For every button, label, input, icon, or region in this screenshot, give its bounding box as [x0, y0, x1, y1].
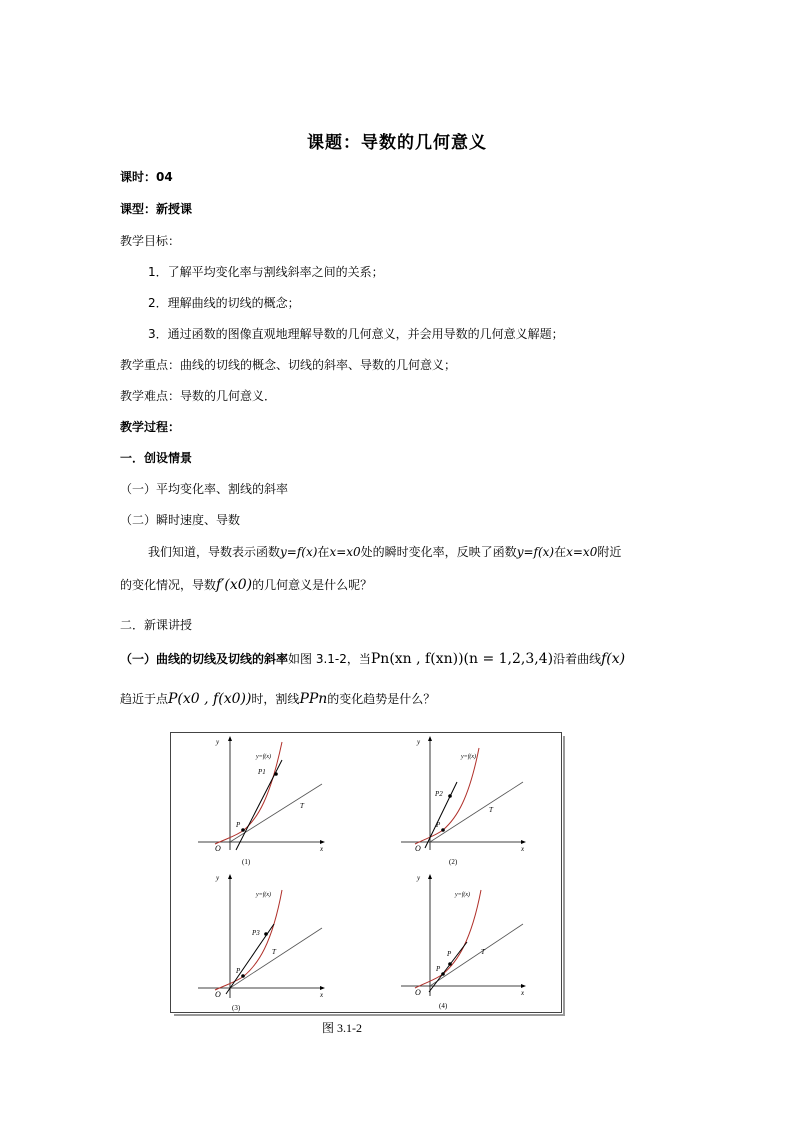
section1-heading: 一．创设情景: [120, 451, 193, 465]
x-arrow: [320, 986, 325, 990]
curve-label: y=f(x): [455, 892, 471, 898]
subsection-heading: （一）曲线的切线及切线的斜率: [120, 652, 289, 666]
text-run: 的变化趋势是什么？: [327, 692, 436, 706]
section2-heading: 二．新课讲授: [120, 618, 193, 632]
figure-panel-2: [401, 736, 526, 866]
curve-label: y=f(x): [461, 754, 477, 760]
panel-label: (4): [439, 1002, 448, 1010]
x-arrow: [521, 840, 526, 844]
point-pn-label: P3: [252, 929, 260, 937]
objective-item: 3．通过函数的图像直观地理解导数的几何意义，并会用导数的几何意义解题；: [148, 327, 564, 341]
y-axis-label: y: [216, 738, 220, 746]
point-p: [241, 828, 245, 832]
text-run: 处的瞬时变化率，反映了函数: [360, 545, 517, 559]
x-axis-label: x: [320, 845, 324, 853]
objectives-heading: 教学目标：: [120, 234, 181, 248]
x-axis-label: x: [521, 989, 525, 997]
point-pn-label: P: [447, 950, 452, 958]
curve: [415, 890, 481, 988]
point-pn-label: P2: [435, 790, 443, 798]
objective-item: 2．理解曲线的切线的概念；: [148, 296, 300, 310]
point-pn: [264, 932, 268, 936]
curve-label: y=f(x): [256, 892, 272, 898]
x-arrow: [320, 840, 325, 844]
point-pn: [274, 772, 278, 776]
text-run: 时，割线: [251, 692, 300, 706]
math-expression: y=f(x): [280, 545, 318, 559]
math-expression: x=x0: [566, 545, 598, 559]
point-p-label: P: [436, 965, 441, 973]
x-axis-label: x: [521, 845, 525, 853]
point-p: [441, 828, 445, 832]
tangent-line: [230, 784, 322, 842]
math-expression: PPn: [299, 691, 328, 707]
objective-item: 1．了解平均变化率与割线斜率之间的关系；: [148, 265, 384, 279]
figure-panel-4: [401, 874, 526, 1010]
difficulty: 教学难点：导数的几何意义．: [120, 389, 277, 403]
point-p-label: P: [236, 821, 241, 829]
tangent-label: T: [481, 948, 485, 956]
origin-label: O: [415, 988, 421, 997]
y-axis-label: y: [417, 738, 421, 746]
point-p: [241, 974, 245, 978]
point-p: [441, 972, 445, 976]
text-run: 我们知道，导数表示函数: [148, 545, 281, 559]
curve: [215, 742, 282, 844]
tangent-paragraph: [120, 650, 625, 667]
panel-label: (1): [242, 858, 251, 866]
math-expression: f(x): [601, 651, 626, 667]
figure-panel-3: [198, 874, 325, 1012]
text-run: 的变化情况，导数: [120, 578, 217, 592]
math-expression: f′(x0): [216, 577, 253, 593]
origin-label: O: [215, 844, 221, 853]
origin-label: O: [415, 844, 421, 853]
point-pn: [448, 794, 452, 798]
point-p-label: P: [236, 967, 241, 975]
figure-tangent-secant: [170, 732, 566, 1018]
figure-panel-1: [198, 736, 325, 866]
section1-item: （一）平均变化率、割线的斜率: [120, 482, 289, 496]
math-expression: y=f(x): [516, 545, 555, 559]
lesson-type: 课型：新授课: [120, 202, 193, 216]
tangent-label: T: [489, 806, 493, 814]
point-pn: [448, 962, 452, 966]
point-pn-label: P1: [258, 768, 266, 776]
page-title: 课题：导数的几何意义: [307, 133, 487, 153]
point-p-label: P: [436, 821, 441, 829]
math-expression: x=x0: [329, 545, 361, 559]
figure-frame: [171, 733, 562, 1013]
tangent-label: T: [272, 948, 276, 956]
tangent-line: [430, 924, 523, 986]
text-run: 的几何意义是什么呢？: [252, 578, 373, 592]
x-arrow: [521, 984, 526, 988]
lesson-hours: 课时：04: [120, 170, 173, 184]
paragraph-derivative-question: [120, 576, 372, 593]
tangent-line: [230, 928, 322, 988]
paragraph-derivative-intro: [148, 543, 621, 560]
math-expression: Pn(xn , f(xn))(n = 1,2,3,4): [370, 651, 554, 667]
text-run: 趋近于点: [120, 692, 169, 706]
tangent-paragraph-line2: [120, 690, 435, 707]
panel-label: (3): [232, 1004, 241, 1012]
x-axis-label: x: [320, 991, 324, 999]
panel-label: (2): [449, 858, 458, 866]
text-run: 附近: [597, 545, 622, 559]
tangent-label: T: [300, 802, 304, 810]
y-arrow: [428, 874, 432, 879]
y-axis-label: y: [417, 874, 421, 882]
curve: [415, 748, 479, 844]
process-heading: 教学过程：: [120, 420, 181, 434]
figure-caption: 图 3.1-2: [322, 1021, 362, 1035]
origin-label: O: [215, 990, 221, 999]
section1-item: （二）瞬时速度、导数: [120, 513, 241, 527]
y-arrow: [228, 736, 232, 741]
math-expression: P(x0 , f(x0)): [168, 691, 252, 707]
text-run: 沿着曲线: [553, 652, 602, 666]
y-axis-label: y: [216, 874, 220, 882]
y-arrow: [428, 736, 432, 741]
key-points: 教学重点：曲线的切线的概念、切线的斜率、导数的几何意义；: [120, 358, 457, 372]
y-arrow: [228, 874, 232, 879]
tangent-line: [430, 782, 523, 842]
curve: [215, 890, 282, 990]
text-run: 在: [317, 545, 330, 559]
text-run: 在: [554, 545, 567, 559]
text-run: 如图 3.1-2，当: [288, 652, 371, 666]
curve-label: y=f(x): [256, 754, 272, 760]
